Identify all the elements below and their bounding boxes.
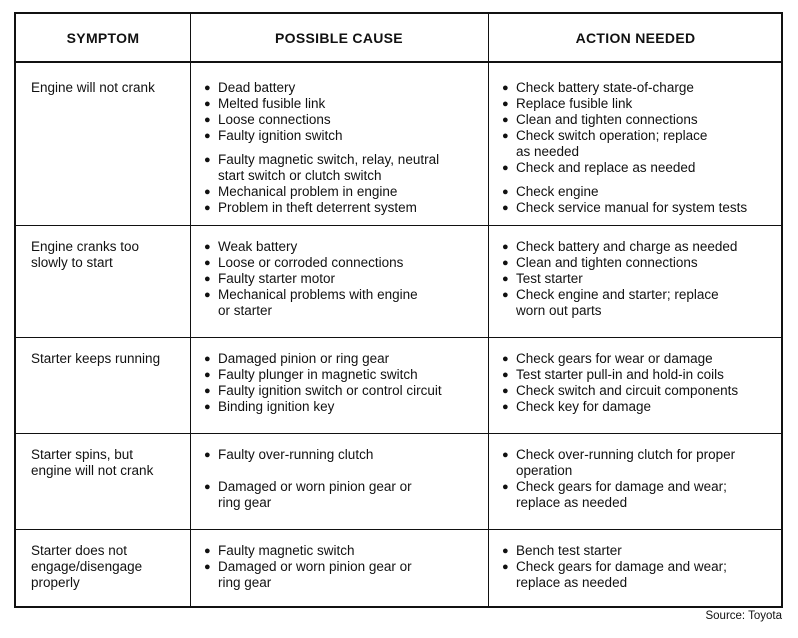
list-item: ● Damaged or worn pinion gear or ring gear bbox=[204, 559, 412, 591]
list-item: ● Mechanical problems with engine or starter bbox=[204, 287, 418, 319]
list-item: ● Damaged pinion or ring gear bbox=[204, 351, 442, 367]
symptom-line: engine will not crank bbox=[31, 463, 154, 478]
list-item: ● Clean and tighten connections bbox=[502, 255, 737, 271]
action-list bbox=[502, 239, 737, 319]
symptom-line: Starter does not bbox=[31, 543, 128, 558]
action-list bbox=[502, 351, 738, 415]
list-item: ● Check switch and circuit components bbox=[502, 383, 738, 399]
symptom-cell bbox=[31, 543, 186, 591]
list-item: ● Check service manual for system tests bbox=[502, 200, 747, 216]
action-list bbox=[502, 80, 747, 216]
list-item: ● Check switch operation; replace as needed bbox=[502, 128, 747, 160]
list-item: ● Check engine bbox=[502, 184, 747, 200]
list-item: ● Faulty over-running clutch bbox=[204, 447, 412, 463]
action-list bbox=[502, 543, 727, 591]
symptom-line: slowly to start bbox=[31, 255, 113, 270]
cause-list bbox=[204, 351, 442, 415]
list-item: ● Check gears for damage and wear; replace as needed bbox=[502, 559, 727, 591]
symptom-line: properly bbox=[31, 575, 80, 590]
list-item: ● Check gears for wear or damage bbox=[502, 351, 738, 367]
list-item: ● Weak battery bbox=[204, 239, 418, 255]
cause-list bbox=[204, 543, 412, 591]
cause-list bbox=[204, 447, 412, 511]
column-divider bbox=[190, 14, 191, 606]
list-item: ● Test starter bbox=[502, 271, 737, 287]
list-item: ● Check over-running clutch for proper operation bbox=[502, 447, 735, 479]
list-item: ● Check engine and starter; replace worn out parts bbox=[502, 287, 737, 319]
symptom-line: Engine cranks too bbox=[31, 239, 140, 254]
header-action-needed: ACTION NEEDED bbox=[575, 30, 696, 46]
symptom-line: Engine will not crank bbox=[31, 80, 155, 95]
list-item: ● Problem in theft deterrent system bbox=[204, 200, 439, 216]
cause-list bbox=[204, 239, 418, 319]
list-item: ● Check and replace as needed bbox=[502, 160, 747, 176]
list-item: ● Faulty ignition switch or control circuit bbox=[204, 383, 442, 399]
list-item: ● Clean and tighten connections bbox=[502, 112, 747, 128]
list-item: ● Check key for damage bbox=[502, 399, 738, 415]
symptom-line: engage/disengage bbox=[31, 559, 143, 574]
list-item: ● Faulty plunger in magnetic switch bbox=[204, 367, 442, 383]
list-item: ● Bench test starter bbox=[502, 543, 727, 559]
list-item: ● Faulty ignition switch bbox=[204, 128, 439, 144]
list-item: ● Faulty starter motor bbox=[204, 271, 418, 287]
list-item: ● Replace fusible link bbox=[502, 96, 747, 112]
symptom-cell bbox=[31, 447, 186, 479]
row-divider bbox=[16, 225, 781, 226]
list-item: ● Binding ignition key bbox=[204, 399, 442, 415]
symptom-cell bbox=[31, 239, 186, 271]
cause-list bbox=[204, 80, 439, 216]
list-item: ● Check battery state-of-charge bbox=[502, 80, 747, 96]
row-divider bbox=[16, 433, 781, 434]
list-item: ● Dead battery bbox=[204, 80, 439, 96]
list-item: ● Mechanical problem in engine bbox=[204, 184, 439, 200]
row-divider bbox=[16, 529, 781, 530]
row-divider bbox=[16, 337, 781, 338]
list-item: ● Check battery and charge as needed bbox=[502, 239, 737, 255]
header-possible-cause: POSSIBLE CAUSE bbox=[275, 30, 403, 46]
list-item: ● Faulty magnetic switch bbox=[204, 543, 412, 559]
symptom-line: Starter spins, but bbox=[31, 447, 134, 462]
column-divider bbox=[488, 14, 489, 606]
symptom-cell bbox=[31, 351, 186, 367]
header-symptom: SYMPTOM bbox=[66, 30, 140, 46]
list-item: ● Test starter pull-in and hold-in coils bbox=[502, 367, 738, 383]
list-item: ● Damaged or worn pinion gear or ring gear bbox=[204, 479, 412, 511]
list-item: ● Faulty magnetic switch, relay, neutral start switch or clutch switch bbox=[204, 152, 439, 184]
list-item: ● Loose or corroded connections bbox=[204, 255, 418, 271]
list-item: ● Loose connections bbox=[204, 112, 439, 128]
symptom-line: Starter keeps running bbox=[31, 351, 161, 366]
list-item: ● Check gears for damage and wear; replace as needed bbox=[502, 479, 735, 511]
action-list bbox=[502, 447, 735, 511]
symptom-cell bbox=[31, 80, 186, 96]
source-credit: Source: Toyota bbox=[705, 610, 782, 622]
list-item: ● Melted fusible link bbox=[204, 96, 439, 112]
troubleshooting-table bbox=[14, 12, 783, 608]
